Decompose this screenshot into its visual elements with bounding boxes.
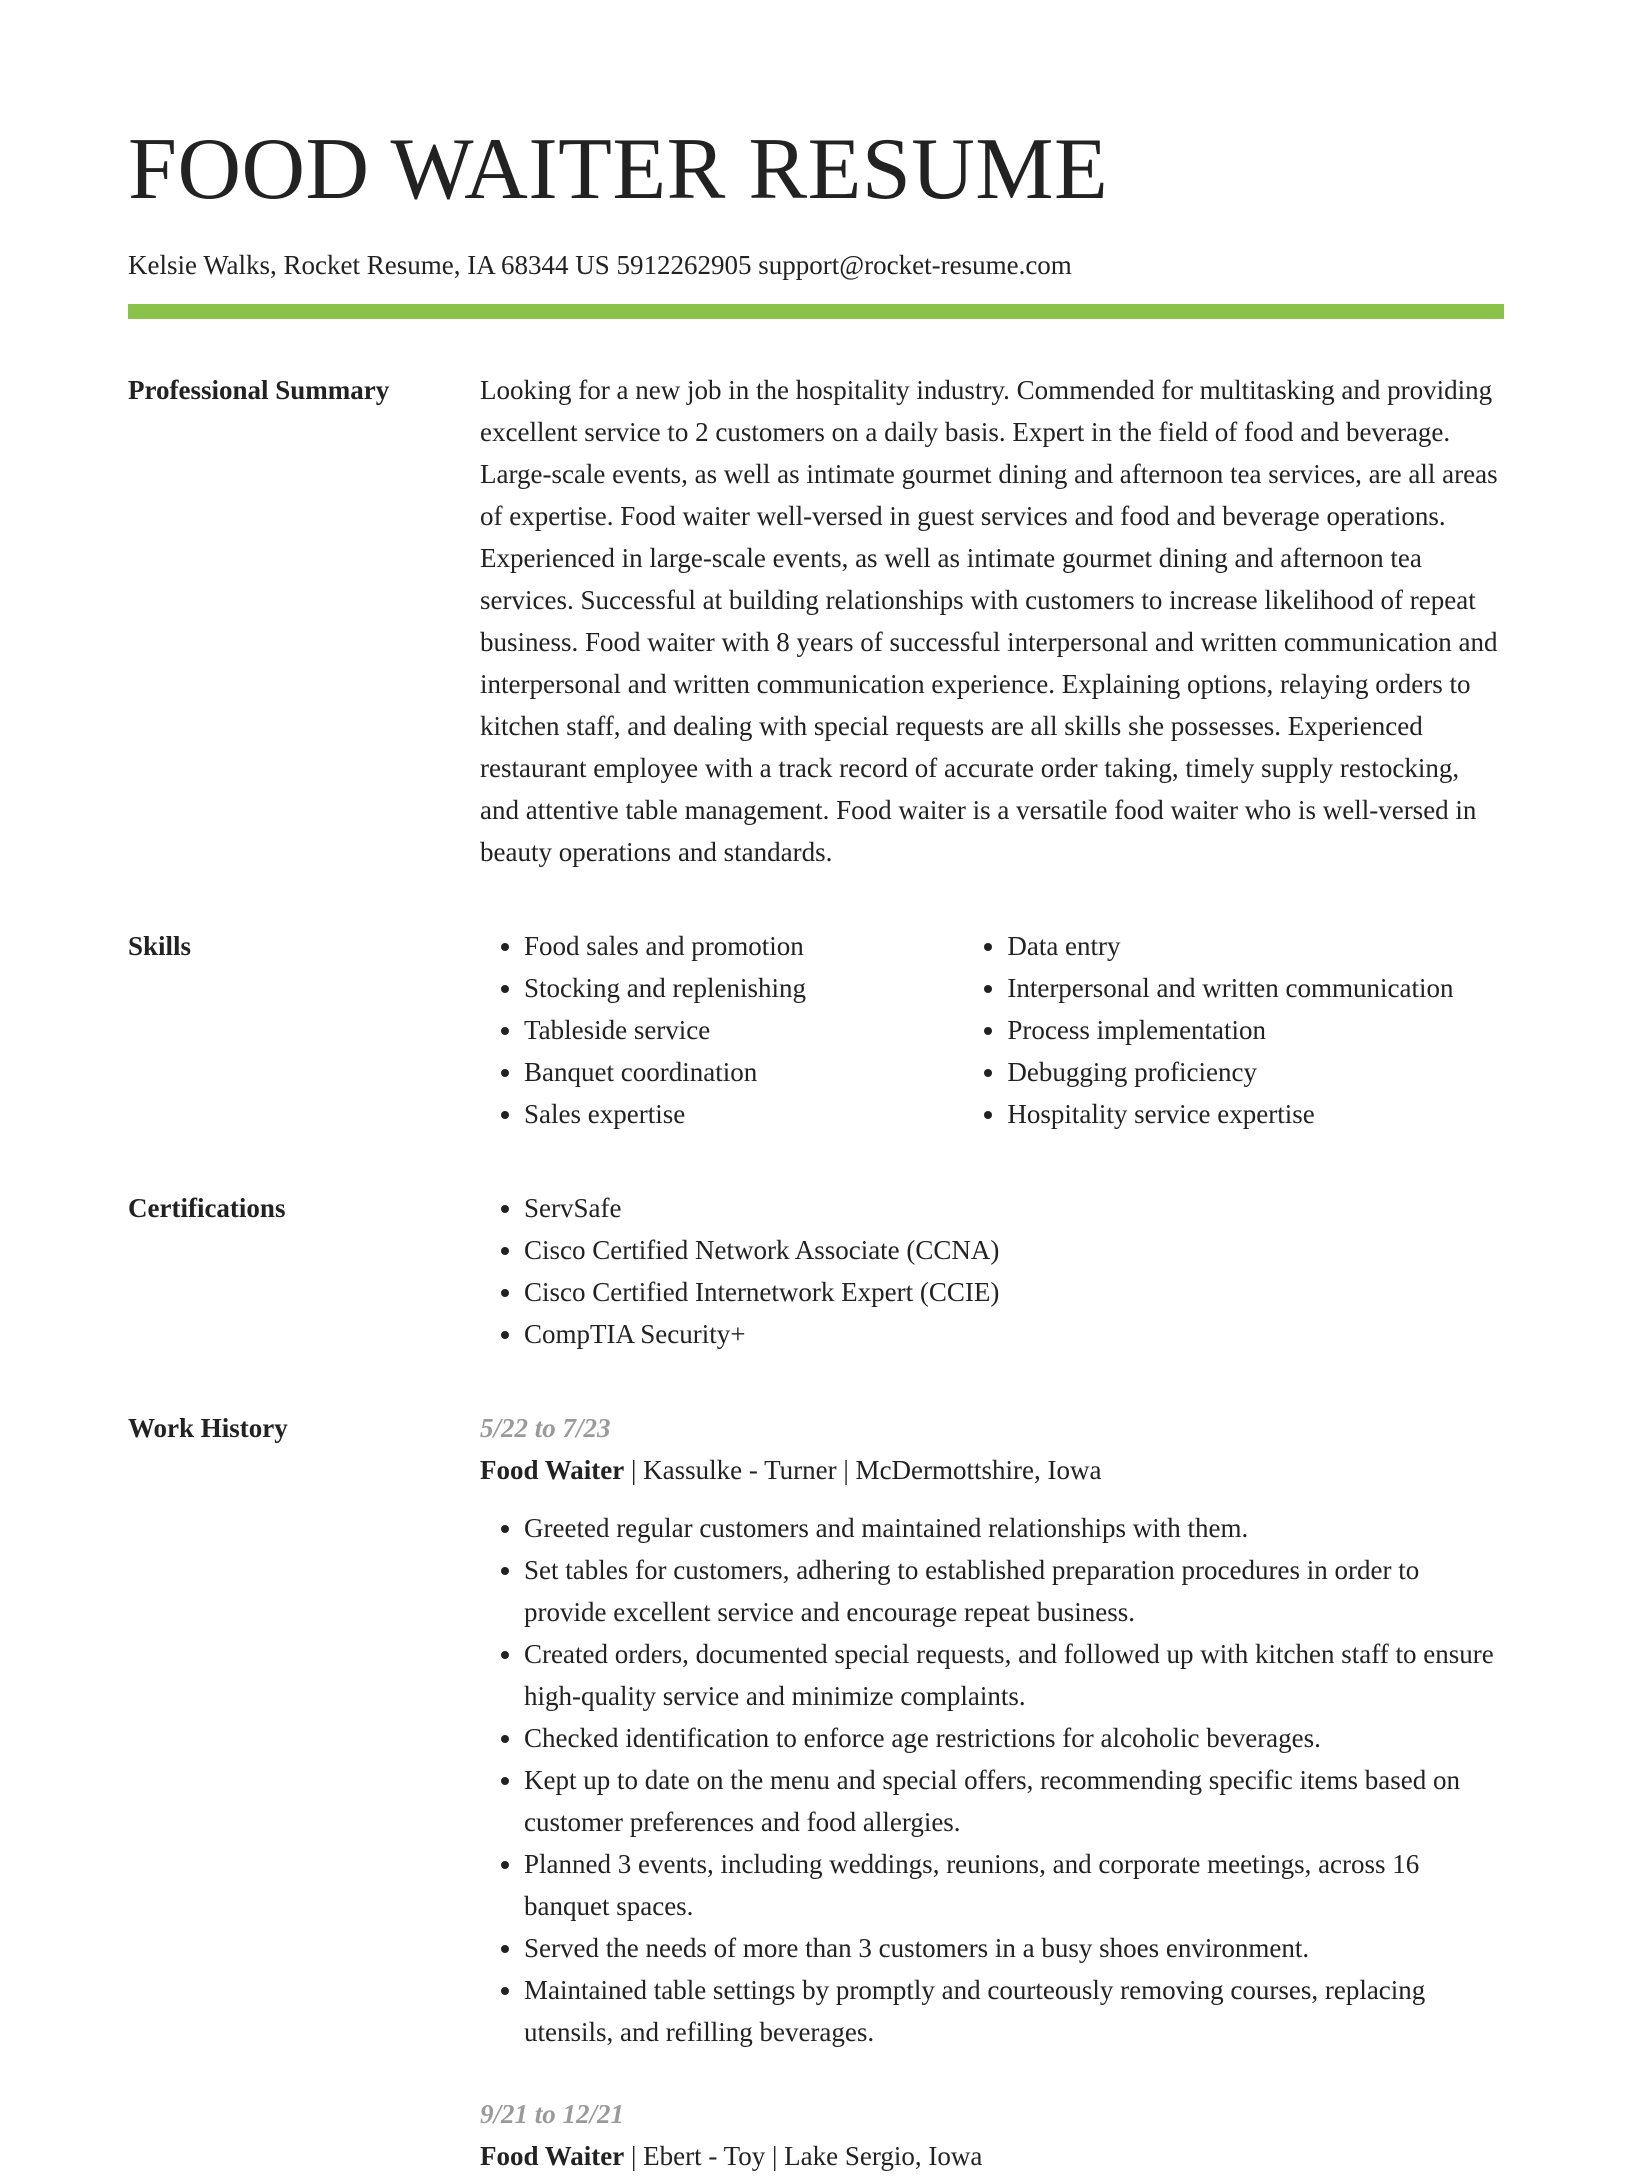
work-history-section (128, 1407, 1504, 2177)
section-label: Professional Summary (128, 375, 390, 405)
section-label: Work History (128, 1413, 288, 1443)
summary-text: Looking for a new job in the hospitality industry. Commended for multitasking and providing excellent service to 2 customers on a daily basis. Expert in the field of food and beverage. Large-scale events, as well as intimate gourmet dining and afternoon tea services, are all areas of expertise. Food waiter well-versed in guest services and food and beverage operations. Experienced in large-scale events, as well as intimate gourmet dining and afternoon tea services. Successful at building relationships with customers to increase likelihood of repeat business. Food waiter with 8 years of successful interpersonal and written communication and interpersonal and written communication experience. Explaining options, relaying orders to kitchen staff, and dealing with special requests are all skills she possesses. Experienced restaurant employee with a track record of accurate order taking, timely supply restocking, and attentive table management. Food waiter is a versatile food waiter who is well-versed in beauty operations and standards. (480, 375, 1498, 867)
job-title-line (480, 1449, 1504, 1491)
skill-item: • Process implementation (1007, 1009, 1504, 1051)
job-duty-item: • Created orders, documented special requests, and followed up with kitchen staff to ensure high-quality service and minimize complaints. (524, 1633, 1504, 1717)
skill-item: • Banquet coordination (524, 1051, 963, 1093)
accent-divider (128, 304, 1504, 319)
skill-item: • Hospitality service expertise (1007, 1093, 1504, 1135)
job-employer-location: | Kassulke - Turner | McDermottshire, Iowa (624, 1455, 1102, 1485)
skill-item: • Tableside service (524, 1009, 963, 1051)
certification-item: • Cisco Certified Network Associate (CCNA) (524, 1229, 1504, 1271)
resume-page (128, 0, 1504, 2177)
job-duty-item: • Kept up to date on the menu and special offers, recommending specific items based on customer preferences and food allergies. (524, 1759, 1504, 1843)
job-title-line (480, 2135, 1504, 2177)
section-label: Skills (128, 931, 192, 961)
job-title: Food Waiter (480, 2141, 625, 2171)
skill-item: • Sales expertise (524, 1093, 963, 1135)
skill-item: • Stocking and replenishing (524, 967, 963, 1009)
job-duties-list (480, 1507, 1504, 2053)
skills-list-column-2 (963, 925, 1504, 1135)
skill-item: • Data entry (1007, 925, 1504, 967)
skills-list-column-1 (480, 925, 963, 1135)
job-employer-location: | Ebert - Toy | Lake Sergio, Iowa (624, 2141, 983, 2171)
contact-line: Kelsie Walks, Rocket Resume, IA 68344 US 5912262905 support@rocket-resume.com (128, 250, 1072, 280)
certification-item: • CompTIA Security+ (524, 1313, 1504, 1355)
section-label: Certifications (128, 1193, 286, 1223)
job-duty-item: • Greeted regular customers and maintained relationships with them. (524, 1507, 1504, 1549)
job-duty-item: • Checked identification to enforce age restrictions for alcoholic beverages. (524, 1717, 1504, 1759)
job-duty-item: • Set tables for customers, adhering to established preparation procedures in order to provide excellent service and encourage repeat business. (524, 1549, 1504, 1633)
job-duty-item: • Planned 3 events, including weddings, reunions, and corporate meetings, across 16 banquet spaces. (524, 1843, 1504, 1927)
job-dates: 9/21 to 12/21 (480, 2099, 625, 2129)
certifications-section (128, 1187, 1504, 1355)
resume-title: FOOD WAITER RESUME (128, 121, 1109, 218)
job-duty-item: • Maintained table settings by promptly and courteously removing courses, replacing utensils, and refilling beverages. (524, 1969, 1504, 2053)
job-duty-item: • Served the needs of more than 3 customers in a busy shoes environment. (524, 1927, 1504, 1969)
job-entry (480, 1407, 1504, 2053)
skill-item: • Debugging proficiency (1007, 1051, 1504, 1093)
skill-item: • Food sales and promotion (524, 925, 963, 967)
skills-section (128, 925, 1504, 1135)
professional-summary-section (128, 369, 1504, 873)
certification-item: • Cisco Certified Internetwork Expert (CCIE) (524, 1271, 1504, 1313)
certification-item: • ServSafe (524, 1187, 1504, 1229)
job-title: Food Waiter (480, 1455, 625, 1485)
job-entry (480, 2093, 1504, 2177)
skill-item: • Interpersonal and written communication (1007, 967, 1504, 1009)
certifications-list (480, 1187, 1504, 1355)
job-dates: 5/22 to 7/23 (480, 1413, 611, 1443)
